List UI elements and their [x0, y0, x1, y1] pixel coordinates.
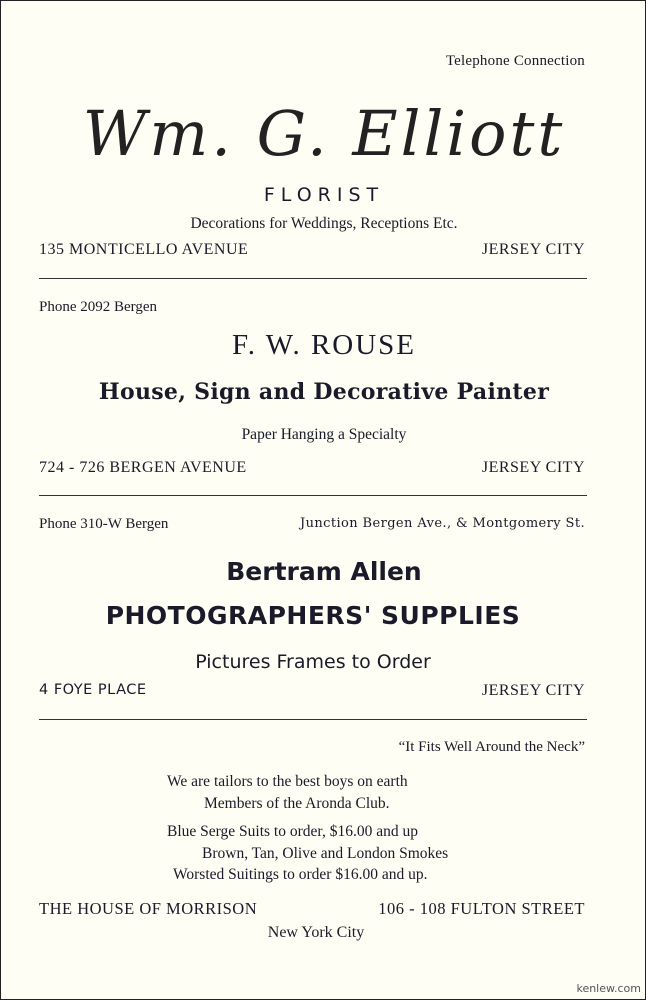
- elliott-address: 135 MONTICELLO AVENUE: [39, 241, 249, 258]
- divider: [39, 495, 587, 496]
- allen-junction: Junction Bergen Ave., & Montgomery St.: [300, 516, 585, 531]
- elliott-name: Wm. G. Elliott: [82, 97, 566, 170]
- morrison-name: THE HOUSE OF MORRISON: [39, 899, 258, 918]
- morrison-line-2: Members of the Aronda Club.: [204, 795, 390, 812]
- morrison-line-1: We are tailors to the best boys on earth: [167, 773, 408, 790]
- morrison-city: New York City: [267, 924, 365, 941]
- allen-phone: Phone 310-W Bergen: [39, 516, 169, 532]
- allen-name: Bertram Allen: [226, 557, 422, 586]
- rouse-name: F. W. ROUSE: [231, 329, 417, 361]
- morrison-address: 106 - 108 FULTON STREET: [378, 899, 585, 918]
- elliott-city: JERSEY CITY: [481, 241, 585, 258]
- morrison-slogan: “It Fits Well Around the Neck”: [398, 739, 585, 755]
- morrison-line-4: Brown, Tan, Olive and London Smokes: [202, 845, 449, 862]
- watermark: kenlew.com: [576, 982, 641, 995]
- allen-trade: PHOTOGRAPHERS' SUPPLIES: [105, 601, 521, 630]
- elliott-tagline: Decorations for Weddings, Receptions Etc.: [190, 215, 458, 232]
- divider: [39, 278, 587, 279]
- rouse-specialty: Paper Hanging a Specialty: [241, 426, 407, 443]
- elliott-telephone: Telephone Connection: [445, 53, 585, 69]
- allen-address: 4 FOYE PLACE: [39, 682, 147, 698]
- allen-city: JERSEY CITY: [481, 682, 585, 699]
- divider: [39, 719, 587, 720]
- rouse-address: 724 - 726 BERGEN AVENUE: [39, 459, 247, 476]
- morrison-line-3: Blue Serge Suits to order, $16.00 and up: [167, 823, 418, 840]
- allen-frames: Pictures Frames to Order: [195, 651, 431, 673]
- morrison-line-5: Worsted Suitings to order $16.00 and up.: [173, 866, 428, 883]
- elliott-trade: FLORIST: [263, 184, 385, 206]
- rouse-city: JERSEY CITY: [481, 459, 585, 476]
- rouse-trade: House, Sign and Decorative Painter: [98, 379, 550, 405]
- rouse-phone: Phone 2092 Bergen: [39, 299, 158, 315]
